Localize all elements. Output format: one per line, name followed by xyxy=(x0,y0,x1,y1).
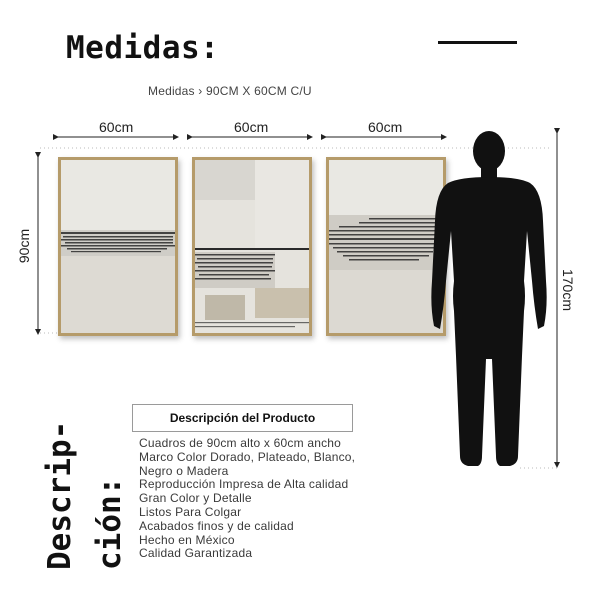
list-item: Negro o Madera xyxy=(139,463,229,478)
art-panel-3 xyxy=(326,157,446,336)
list-item: Listos Para Colgar xyxy=(139,504,242,519)
description-title-line1: Descrip- xyxy=(42,420,78,570)
description-title-line2: ción: xyxy=(92,476,128,570)
human-silhouette xyxy=(430,131,548,470)
width-label-1: 60cm xyxy=(99,119,134,135)
list-item: Acabados finos y de calidad xyxy=(139,518,294,533)
art-panel-1 xyxy=(58,157,178,336)
page-title: Medidas: xyxy=(66,30,220,66)
description-list xyxy=(139,437,355,561)
list-item: Calidad Garantizada xyxy=(139,546,253,561)
list-item: Gran Color y Detalle xyxy=(139,491,252,506)
height-label-person: 170cm xyxy=(560,268,576,312)
top-divider xyxy=(438,41,517,44)
list-item: Marco Color Dorado, Plateado, Blanco, xyxy=(139,449,356,464)
list-item: Reproducción Impresa de Alta calidad xyxy=(139,477,349,492)
size-subtitle: Medidas › 90CM X 60CM C/U xyxy=(148,84,312,98)
width-label-3: 60cm xyxy=(368,119,403,135)
art-panel-2 xyxy=(192,157,312,336)
height-label-panel: 90cm xyxy=(16,228,32,264)
list-item: Cuadros de 90cm alto x 60cm ancho xyxy=(139,436,342,450)
width-label-2: 60cm xyxy=(234,119,269,135)
list-item: Hecho en México xyxy=(139,532,235,547)
description-box-title: Descripción del Producto xyxy=(132,404,353,432)
